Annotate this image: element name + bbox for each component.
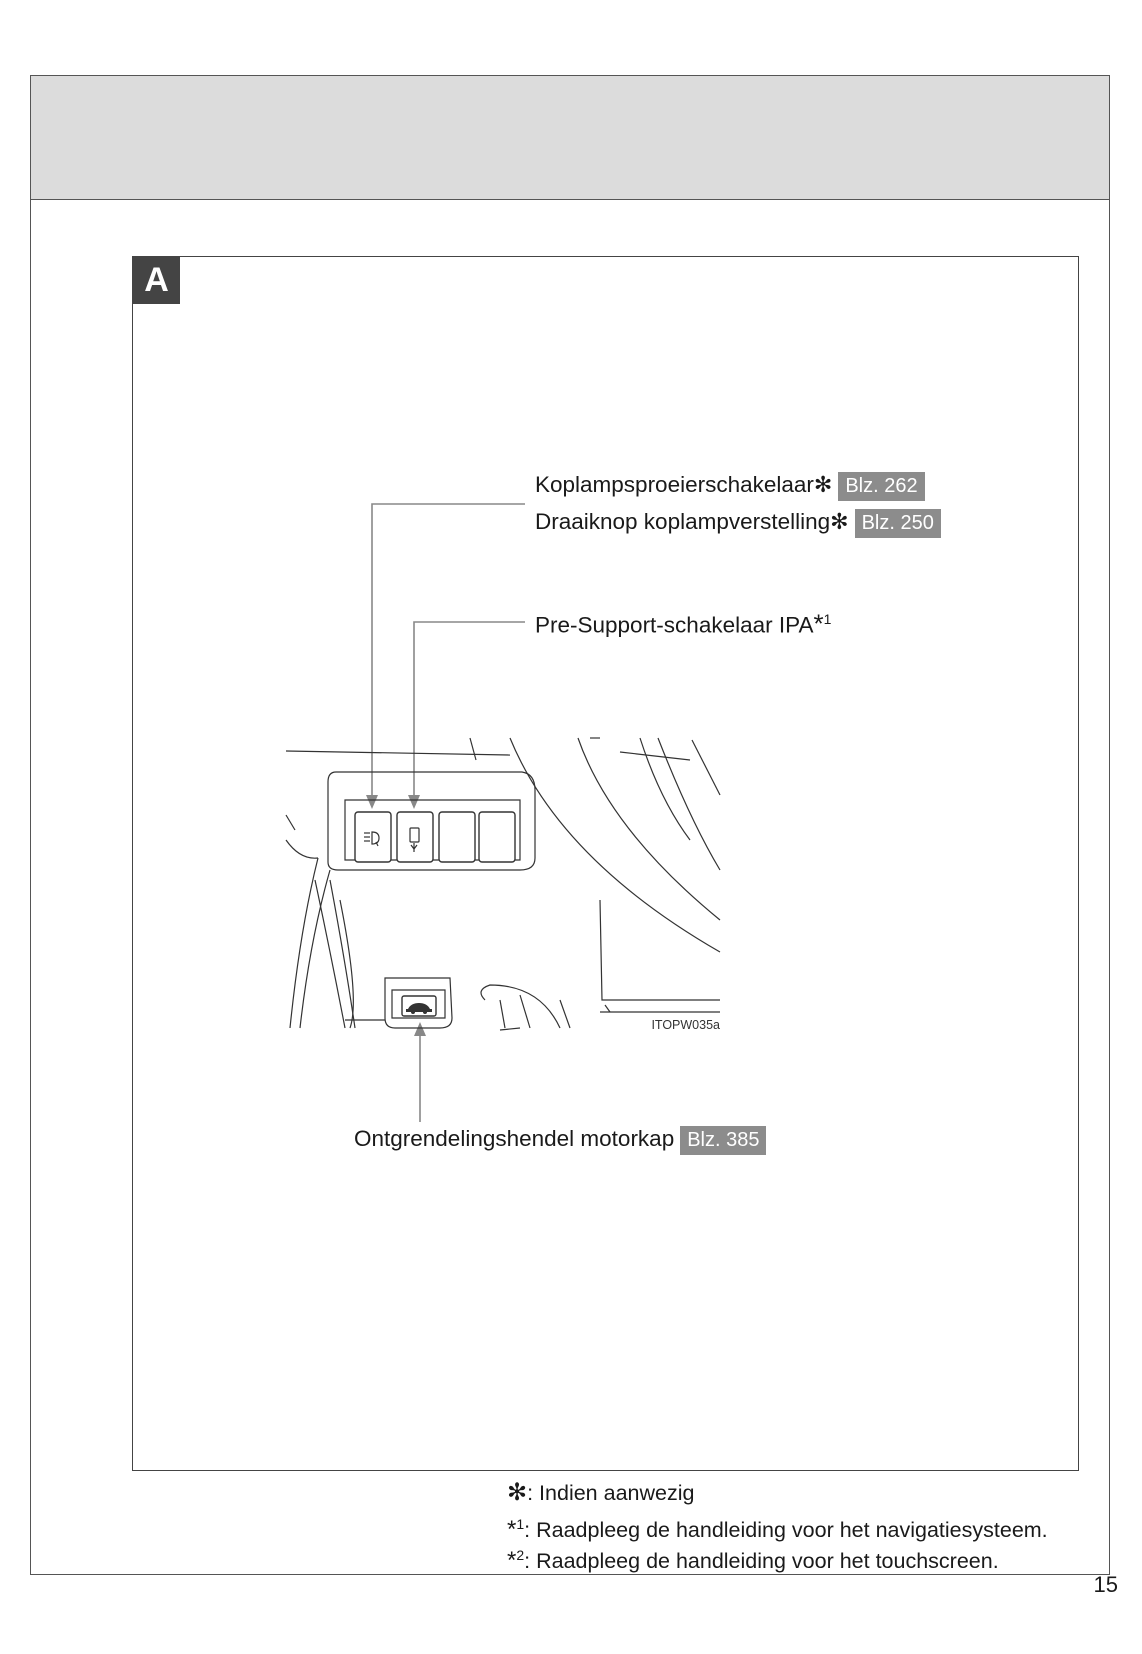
section-badge: A xyxy=(133,257,180,304)
callout-headlamp-cleaner-label: Koplampsproeierschakelaar xyxy=(535,472,814,497)
page-ref-250[interactable]: Blz. 250 xyxy=(855,509,941,538)
asterisk-mark: * xyxy=(813,608,824,639)
leader-line-headlamp xyxy=(372,504,525,805)
ipa-switch xyxy=(397,812,433,862)
page-number: 15 xyxy=(1093,1572,1118,1597)
footnote-mark: * xyxy=(507,1547,517,1575)
blank-switch-2 xyxy=(479,812,515,862)
headlamp-cleaner-switch xyxy=(355,812,391,862)
page-ref-385[interactable]: Blz. 385 xyxy=(680,1126,766,1155)
page-ref-262[interactable]: Blz. 262 xyxy=(838,472,924,501)
leader-line-ipa xyxy=(414,622,525,805)
asterisk-mark: ✻ xyxy=(830,509,849,534)
footnote-2 xyxy=(507,1540,999,1576)
footnote-ref: 1 xyxy=(823,611,832,627)
footnote-0 xyxy=(507,1478,694,1508)
footnote-text: : Raadpleeg de handleiding voor het navigatiesysteem. xyxy=(524,1518,1048,1543)
asterisk-mark: ✻ xyxy=(813,472,833,497)
footnote-mark: * xyxy=(507,1516,517,1544)
callout-hood-release-label: Ontgrendelingshendel motorkap xyxy=(354,1126,675,1151)
footnote-text: : Indien aanwezig xyxy=(527,1481,695,1505)
callout-ipa-switch-label: Pre-Support-schakelaar IPA xyxy=(535,612,814,638)
footnote-sup: 1 xyxy=(516,1516,525,1532)
footnote-text: : Raadpleeg de handleiding voor het touchscreen. xyxy=(524,1549,999,1574)
callout-headlamp-leveling-label: Draaiknop koplampverstelling xyxy=(535,509,831,534)
blank-switch-1 xyxy=(439,812,475,862)
footnote-mark: ✻ xyxy=(507,1479,528,1506)
illustration-code: ITOPW035a xyxy=(651,1018,720,1032)
footnote-sup: 2 xyxy=(516,1547,525,1563)
